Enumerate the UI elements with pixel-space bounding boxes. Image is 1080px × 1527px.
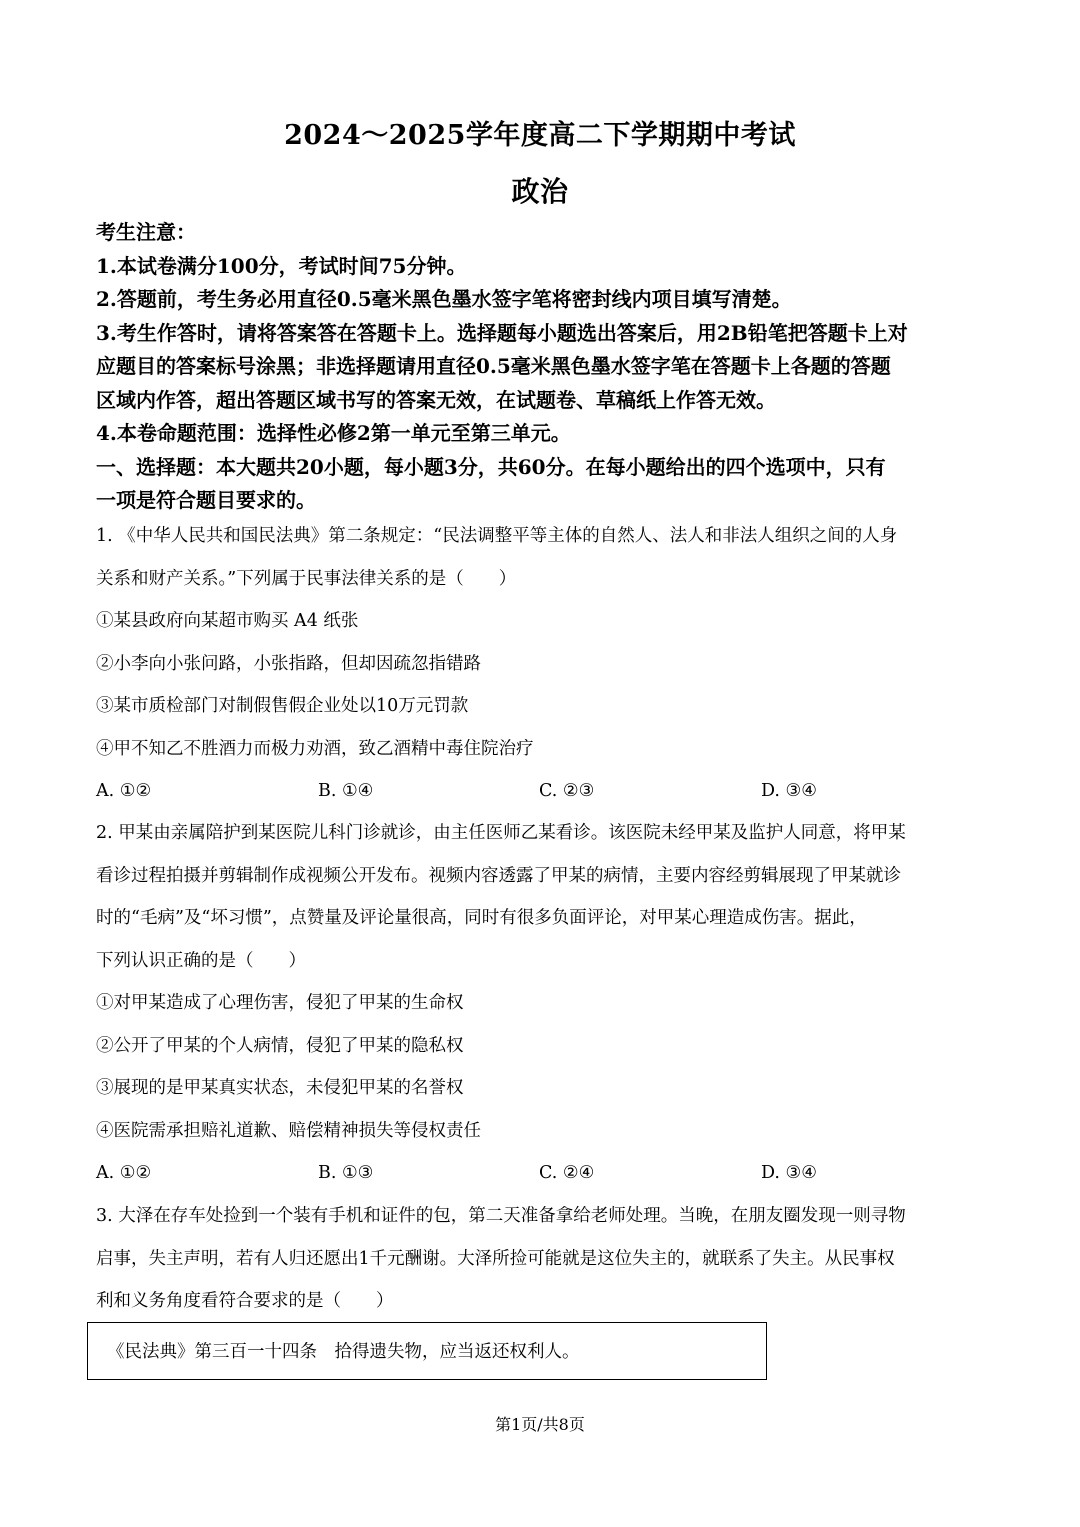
statement: ②小李向小张问路，小张指路，但却因疏忽指错路 [96, 653, 481, 674]
statement: ④医院需承担赔礼道歉、赔偿精神损失等侵权责任 [96, 1120, 481, 1141]
option-d: D. ③④ [761, 781, 817, 801]
question-1-stem [96, 515, 986, 770]
statement: ①某县政府向某超市购买 A4 纸张 [96, 611, 359, 631]
option-c: C. ②④ [539, 1163, 595, 1183]
statement: ③展现的是甲某真实状态，未侵犯甲某的名誉权 [96, 1078, 464, 1098]
section-heading: 一、选择题：本大题共20小题，每小题3分，共60分。在每小题给出的四个选项中，只有 [96, 454, 886, 479]
stem-line: 看诊过程拍摄并剪辑制作成视频公开发布。视频内容透露了甲某的病情，主要内容经剪辑展现了甲某就诊 [96, 865, 901, 886]
page-number: 第1页/共8页 [495, 1415, 585, 1434]
question-2-options [96, 1152, 986, 1194]
law-quote-text: 《民法典》第三百一十四条 拾得遗失物，应当返还权利人。 [107, 1342, 580, 1362]
notice-item: 3.考生作答时，请将答案答在答题卡上。选择题每小题选出答案后，用2B铅笔把答题卡上对 [96, 320, 908, 345]
statement: ④甲不知乙不胜酒力而极力劝酒，致乙酒精中毒住院治疗 [96, 738, 534, 759]
option-a: A. ①② [96, 781, 152, 801]
stem-line: 时的“毛病”及“坏习惯”，点赞量及评论量很高，同时有很多负面评论，对甲某心理造成伤害。据此， [96, 908, 867, 928]
stem-line: 1. 《中华人民共和国民法典》第二条规定：“民法调整平等主体的自然人、法人和非法人组织之间的人身 [96, 526, 898, 546]
statement: ③某市质检部门对制假售假企业处以10万元罚款 [96, 696, 469, 716]
question-1-options [96, 770, 986, 812]
notice-item: 2.答题前，考生务必用直径0.5毫米黑色墨水签字笔将密封线内项目填写清楚。 [96, 287, 792, 311]
option-b: B. ①③ [318, 1163, 374, 1183]
option-b: B. ①④ [318, 781, 374, 801]
stem-line: 关系和财产关系。”下列属于民事法律关系的是（ ） [96, 568, 517, 589]
law-quote-box [87, 1322, 767, 1380]
option-d: D. ③④ [761, 1163, 817, 1183]
notice-item: 4.本卷命题范围：选择性必修2第一单元至第三单元。 [96, 421, 571, 445]
notice-heading: 考生注意： [96, 220, 196, 244]
option-a: A. ①② [96, 1163, 152, 1183]
stem-line: 启事，失主声明，若有人归还愿出1千元酬谢。大泽所捡可能就是这位失主的，就联系了失主。从民事权 [96, 1248, 895, 1269]
option-c: C. ②③ [539, 781, 595, 801]
stem-line: 利和义务角度看符合要求的是（ ） [96, 1291, 394, 1311]
notice-item: 1.本试卷满分100分，考试时间75分钟。 [96, 253, 467, 278]
subject-title: 政治 [511, 175, 569, 208]
statement: ①对甲某造成了心理伤害，侵犯了甲某的生命权 [96, 993, 464, 1013]
notice-item: 区域内作答，超出答题区域书写的答案无效，在试题卷、草稿纸上作答无效。 [96, 387, 776, 412]
question-2-stem [96, 812, 986, 1152]
exam-title: 2024～2025学年度高二下学期期中考试 [284, 120, 796, 151]
notice-block [96, 216, 986, 518]
stem-line: 2. 甲某由亲属陪护到某医院儿科门诊就诊，由主任医师乙某看诊。该医院未经甲某及监护人同意，将甲某 [96, 823, 906, 843]
stem-line: 3. 大泽在存车处捡到一个装有手机和证件的包，第二天准备拿给老师处理。当晚，在朋友圈发现一则寻物 [96, 1206, 906, 1226]
stem-line: 下列认识正确的是（ ） [96, 950, 306, 971]
section-heading: 一项是符合题目要求的。 [96, 488, 316, 512]
notice-item: 应题目的答案标号涂黑；非选择题请用直径0.5毫米黑色墨水签字笔在答题卡上各题的答题 [96, 354, 891, 378]
statement: ②公开了甲某的个人病情，侵犯了甲某的隐私权 [96, 1035, 464, 1056]
question-3-stem [96, 1195, 986, 1323]
